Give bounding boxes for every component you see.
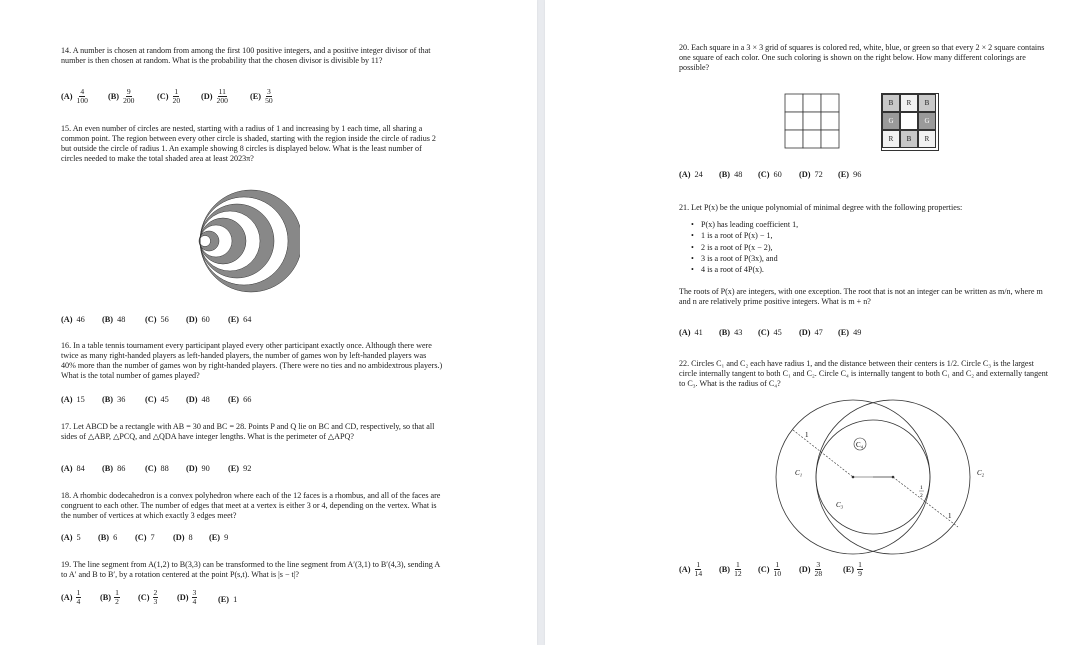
choice-value: 84: [76, 464, 85, 473]
answer-choice: [843, 561, 863, 579]
grid-cell: B: [882, 94, 900, 112]
problem-22-choices: [545, 561, 1080, 583]
numerator: 1: [115, 588, 119, 597]
problem-20-choices: [545, 170, 1080, 182]
answer-choice: [61, 589, 81, 607]
numerator: 11: [218, 87, 226, 96]
fraction: [153, 589, 159, 607]
grid-cell: R: [900, 94, 918, 112]
answer-choice: [61, 533, 81, 542]
answer-choice: [157, 88, 181, 106]
problem-17: [61, 422, 443, 442]
choice-value: 60: [201, 315, 210, 324]
choice-value: 86: [117, 464, 126, 473]
radius-1-label: 1: [948, 512, 952, 520]
answer-choice: [177, 589, 197, 607]
answer-choice: [719, 561, 743, 579]
choice-value: 48: [117, 315, 126, 324]
choice-value: 72: [814, 170, 823, 179]
answer-choice: [758, 561, 782, 579]
choice-label: (B): [102, 464, 114, 473]
numerator: 3: [266, 87, 271, 96]
answer-choice: [719, 328, 742, 337]
fraction: [264, 88, 274, 106]
choice-label: (D): [186, 464, 198, 473]
choice-label: (B): [719, 328, 731, 337]
numerator: 1: [735, 560, 740, 569]
choice-label: (B): [98, 533, 110, 542]
denominator: 50: [265, 96, 273, 106]
fraction: [76, 88, 89, 106]
grid-cell: G: [882, 112, 900, 130]
answer-choice: [186, 464, 210, 473]
choice-label: (E): [228, 315, 240, 324]
fraction: [122, 88, 135, 106]
fraction: [773, 561, 783, 579]
denominator: 4: [192, 597, 197, 607]
problem-21-choices: [545, 328, 1080, 340]
answer-choice: [61, 315, 85, 324]
denominator: 2: [115, 597, 119, 607]
choice-label: (D): [799, 564, 811, 574]
answer-choice: [102, 315, 125, 324]
numerator: 2: [153, 588, 158, 597]
answer-choice: [228, 464, 251, 473]
grid-cell: R: [882, 130, 900, 148]
grid-cell: [900, 112, 918, 130]
choice-value: 92: [243, 464, 252, 473]
answer-choice: [679, 170, 703, 179]
choice-value: 48: [734, 170, 743, 179]
choice-value: 64: [243, 315, 252, 324]
answer-choice: [838, 328, 861, 337]
grid-cell: R: [918, 130, 936, 148]
problem-20-text: 20. Each square in a 3 × 3 grid of squares is colored red, white, blue, or green so that every 2 × 2 square contains one square of each color. One such coloring is shown on the right below. How many different colorings are possible?: [679, 43, 1045, 73]
choice-value: 9: [224, 533, 229, 542]
choice-label: (E): [228, 395, 240, 404]
choice-label: (E): [250, 91, 262, 101]
denominator: 200: [216, 96, 228, 106]
problem-21: [679, 203, 1051, 307]
choice-value: 49: [853, 328, 862, 337]
choice-label: (C): [145, 395, 157, 404]
problem-14-choices: [0, 88, 537, 110]
problem-16-text: 16. In a table tennis tournament every participant played every other participant exactly once. Although there were twice as many right-handed players as left-handed players, the number of games won by left-handed players was 40% more than the number of games won by right-handed players. (There were no ties and no ambidextrous players.) What is the total number of games played?: [61, 341, 443, 381]
numerator: 1: [858, 560, 862, 569]
choice-value: 5: [76, 533, 81, 542]
choice-label: (E): [209, 533, 221, 542]
problem-14-text: 14. A number is chosen at random from among the first 100 positive integers, and a positive integer divisor of that number is then chosen at random. What is the probability that the chosen divisor is divisible by 11?: [61, 46, 431, 66]
choice-value: 36: [117, 395, 126, 404]
numerator: 1: [174, 87, 179, 96]
answer-choice: [108, 88, 135, 106]
denominator: 100: [76, 96, 88, 106]
fraction: [172, 88, 182, 106]
answer-choice: [758, 328, 782, 337]
choice-value: 90: [201, 464, 210, 473]
problem-19-text: 19. The line segment from A(1,2) to B(3,3) can be transformed to the line segment from A′(3,1) to B′(4,3), sending A to A′ and B to B′, by a rotation centered at the point P(s,t). What is |s − t|?: [61, 560, 440, 580]
choice-label: (E): [838, 328, 850, 337]
denominator: 28: [814, 569, 823, 579]
answer-choice: [145, 395, 169, 404]
answer-choice: [100, 589, 120, 607]
choice-value: 88: [160, 464, 169, 473]
answer-choice: [186, 395, 210, 404]
choice-label: (D): [173, 533, 185, 542]
problem-18: [61, 491, 443, 521]
problem-15-text: 15. An even number of circles are nested, starting with a radius of 1 and increasing by 1 each time, all sharing a common point. The region between every other circle is shaded, starting with the region inside the circle of radius 2 but outside the circle of radius 1. An example showing 8 circles is displayed below. What is the least number of circles needed to make the total shaded area at least 2023π?: [61, 124, 436, 164]
choice-value: 45: [773, 328, 782, 337]
property-list: [689, 219, 1051, 275]
answer-choice: [250, 88, 274, 106]
c2-label: C₂: [977, 469, 985, 477]
choice-value: 45: [160, 395, 169, 404]
grid-cell: B: [918, 94, 936, 112]
problem-21-text: The roots of P(x) are integers, with one exception. The root that is not an integer can be written as m/n, where m and n are relatively prime positive integers. What is m + n?: [679, 287, 1043, 307]
property-item: • 1 is a root of P(x) − 1,: [689, 230, 1051, 241]
fraction: [216, 88, 229, 106]
choice-value: 56: [160, 315, 169, 324]
answer-choice: [209, 533, 228, 542]
answer-choice: [135, 533, 155, 542]
answer-choice: [218, 595, 237, 604]
denominator: 10: [773, 569, 782, 579]
choice-value: 41: [694, 328, 703, 337]
answer-choice: [758, 170, 782, 179]
numerator: 1: [775, 560, 780, 569]
answer-choice: [186, 315, 210, 324]
problem-16-choices: [0, 395, 537, 407]
choice-label: (A): [61, 533, 73, 542]
numerator: 1: [696, 560, 701, 569]
colored-3x3-grid: [881, 93, 939, 151]
problem-15-choices: [0, 315, 537, 327]
answer-choice: [102, 464, 125, 473]
choice-label: (E): [228, 464, 240, 473]
denominator: 20: [172, 96, 181, 106]
problem-16: [61, 341, 443, 381]
choice-label: (B): [102, 315, 114, 324]
choice-value: 46: [76, 315, 85, 324]
choice-label: (B): [719, 564, 731, 574]
choice-label: (C): [157, 91, 169, 101]
fraction: [114, 589, 120, 607]
property-item: • 2 is a root of P(x − 2),: [689, 242, 1051, 253]
answer-choice: [145, 315, 169, 324]
answer-choice: [719, 170, 742, 179]
right-page: [545, 0, 1080, 645]
choice-label: (A): [61, 91, 73, 101]
fraction: [733, 561, 743, 579]
choice-value: 48: [201, 395, 210, 404]
denominator: 3: [153, 597, 158, 607]
choice-label: (D): [201, 91, 213, 101]
property-item: • 4 is a root of 4P(x).: [689, 264, 1051, 275]
denominator: 4: [76, 597, 81, 607]
numerator: 3: [816, 560, 821, 569]
choice-label: (D): [799, 170, 811, 179]
choice-label: (E): [838, 170, 850, 179]
answer-choice: [799, 170, 823, 179]
fraction: [857, 561, 863, 579]
fraction: [76, 589, 82, 607]
numerator: 4: [80, 87, 85, 96]
numerator: 9: [126, 87, 131, 96]
left-page: [0, 0, 537, 645]
problem-22-text: 22. Circles C₁ and C₂ each have radius 1, and the distance between their centers is 1/2. Circle C₃ is the largest circle internally tangent to both C₁ and C₂. Circle C₄ is internally tangent to both C₁ and C₂ and externally tangent to C₃. What is the radius of C₄?: [679, 359, 1049, 389]
radius-1-label: 1: [805, 431, 809, 439]
choice-value: 96: [853, 170, 862, 179]
choice-value: 24: [694, 170, 703, 179]
problem-18-choices: [0, 533, 537, 545]
problem-15: [61, 124, 443, 164]
nested-circles-figure: [180, 180, 300, 302]
problem-22: [679, 359, 1051, 389]
choice-label: (E): [218, 595, 230, 604]
answer-choice: [61, 88, 89, 106]
answer-choice: [799, 561, 823, 579]
answer-choice: [61, 395, 85, 404]
answer-choice: [838, 170, 861, 179]
problem-19: [61, 560, 443, 580]
half-num: 1: [920, 485, 923, 491]
fraction: [694, 561, 704, 579]
property-item: • P(x) has leading coefficient 1,: [689, 219, 1051, 230]
answer-choice: [145, 464, 169, 473]
denominator: 12: [734, 569, 742, 579]
denominator: 9: [858, 569, 862, 579]
answer-choice: [679, 328, 703, 337]
choice-value: 60: [773, 170, 782, 179]
c1-label: C₁: [795, 469, 803, 477]
answer-choice: [679, 561, 703, 579]
choice-label: (A): [679, 170, 691, 179]
answer-choice: [102, 395, 125, 404]
choice-label: (C): [138, 592, 150, 602]
problem-14: [61, 46, 443, 66]
property-item: • 3 is a root of P(3x), and: [689, 253, 1051, 264]
tangent-circles-figure: [770, 397, 1000, 555]
c3-label: C₃: [836, 501, 844, 509]
choice-label: (B): [108, 91, 120, 101]
problem-21-intro: 21. Let P(x) be the unique polynomial of minimal degree with the following properties:: [679, 203, 963, 212]
choice-value: 7: [150, 533, 155, 542]
denominator: 14: [694, 569, 703, 579]
choice-label: (C): [145, 315, 157, 324]
choice-label: (C): [145, 464, 157, 473]
grid-cell: G: [918, 112, 936, 130]
fraction: [192, 589, 198, 607]
answer-choice: [228, 315, 251, 324]
c4-label: C₄: [856, 441, 864, 449]
choice-value: 66: [243, 395, 252, 404]
choice-label: (E): [843, 564, 855, 574]
problem-19-choices: [0, 589, 537, 611]
fraction: [814, 561, 824, 579]
choice-label: (C): [135, 533, 147, 542]
answer-choice: [173, 533, 193, 542]
choice-label: (D): [186, 395, 198, 404]
answer-choice: [228, 395, 251, 404]
choice-label: (A): [679, 564, 691, 574]
grid-cell: B: [900, 130, 918, 148]
choice-value: 47: [814, 328, 823, 337]
choice-label: (D): [799, 328, 811, 337]
choice-label: (B): [102, 395, 114, 404]
choice-label: (B): [100, 592, 112, 602]
problem-17-choices: [0, 464, 537, 476]
choice-label: (A): [679, 328, 691, 337]
choice-label: (C): [758, 328, 770, 337]
choice-label: (C): [758, 170, 770, 179]
problem-18-text: 18. A rhombic dodecahedron is a convex polyhedron where each of the 12 faces is a rhombus, and all of the faces are congruent to each other. The number of edges that meet at a vertex is either 3 or 4, depending on the vertex. What is the number of vertices at which exactly 3 edges meet?: [61, 491, 441, 521]
choice-label: (D): [186, 315, 198, 324]
choice-label: (A): [61, 315, 73, 324]
choice-label: (C): [758, 564, 770, 574]
denominator: 200: [123, 96, 135, 106]
choice-value: 15: [76, 395, 85, 404]
choice-label: (A): [61, 464, 73, 473]
answer-choice: [138, 589, 158, 607]
half-den: 2: [920, 493, 923, 499]
blank-3x3-grid: [784, 93, 842, 151]
choice-value: 6: [113, 533, 118, 542]
choice-label: (A): [61, 395, 73, 404]
answer-choice: [98, 533, 117, 542]
answer-choice: [799, 328, 823, 337]
choice-value: 43: [734, 328, 743, 337]
numerator: 3: [192, 588, 197, 597]
answer-choice: [201, 88, 229, 106]
problem-17-text: 17. Let ABCD be a rectangle with AB = 30 and BC = 28. Points P and Q lie on BC and CD, respectively, so that all sides of △ABP, △PCQ, and △QDA have integer lengths. What is the perimeter of △APQ?: [61, 422, 435, 442]
choice-label: (D): [177, 592, 189, 602]
numerator: 1: [76, 588, 81, 597]
problem-20: [679, 43, 1051, 73]
choice-value: 8: [188, 533, 193, 542]
answer-choice: [61, 464, 85, 473]
choice-label: (B): [719, 170, 731, 179]
choice-label: (A): [61, 592, 73, 602]
choice-value: 1: [233, 595, 238, 604]
